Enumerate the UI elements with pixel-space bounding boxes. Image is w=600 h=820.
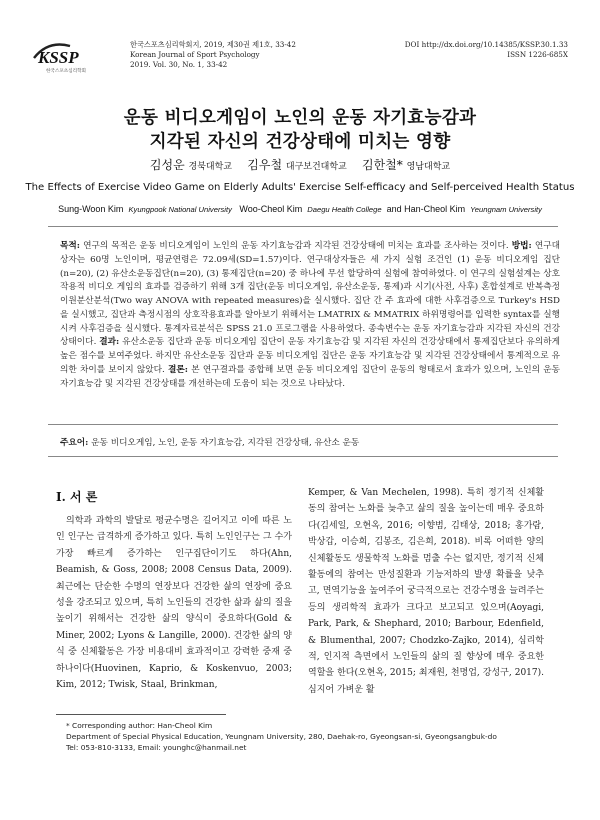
logo-text: KSSP [38, 48, 79, 67]
english-authors [0, 204, 600, 214]
author-en-name: Woo-Cheol Kim [239, 204, 303, 214]
abstract [60, 240, 560, 391]
journal-info [130, 40, 296, 70]
korean-title-line-2: 지각된 자신의 건강상태에 미치는 영향 [149, 132, 451, 152]
english-title: The Effects of Exercise Video Game on Elderly Adults' Exercise Self-efficacy and Self-perceived Health Status [25, 182, 575, 193]
corresponding-author-footnote [66, 720, 497, 753]
doi-text: DOI http://dx.doi.org/10.14385/KSSP.30.1.33 [404, 40, 568, 49]
abstract-result-label: 결과: [99, 337, 120, 348]
author-en-affiliation: Daegu Health College [307, 205, 382, 214]
journal-line-1: 한국스포츠심리학회지, 2019, 제30권 제1호, 33-42 [130, 40, 296, 49]
keywords-top-rule [48, 424, 558, 425]
author-ko-name: 김한철* [362, 158, 403, 172]
journal-line-2: Korean Journal of Sport Psychology [130, 50, 260, 59]
author-en-name: and Han-Cheol Kim [386, 204, 466, 214]
kssp-logo [30, 36, 104, 76]
author-en-affiliation: Kyungpook National University [128, 205, 232, 214]
author-ko-affiliation: 대구보건대학교 [285, 162, 347, 172]
author-en-affiliation: Yeungnam University [470, 205, 542, 214]
abstract-method: 연구대상자는 60명 노인이며, 평균연령은 72.09세(SD=1.57)이다. 연구대상자들은 세 가지 실험 조건인 (1) 운동 비디오게임 집단(n=20), (2) 유산소운동집단(n=20), (3) 통제집단(n=20) 중 하나에 무선 할당하여 실험에 참여하였다. 이 연구의 실험설계는 상호작용적 비디오 게임의 효과를 검증하기 위해 3개 집단(운동 비디오게임, 유산소운동, 통제)과 시기(사전, 사후) 혼합설계로 반복측정 이원분산분석(Two way ANOVA with repeated measures)을 실시했다. 집단 간 주 효과에 대한 사후검증으로 Turkey's HSD을 실시했고, 집단과 측정시점의 상호작용효과를 알아보기 위해서는 LMATRIX & MMATRIX 하위명령어를 입력한 syntax를 실행시켜 사후검증을 실시했다. 통계자료분석은 SPSS 21.0 프로그램을 사용하였다. 종속변수는 운동 자기효능감과 지각된 자신의 건강상태이다. [60, 241, 560, 348]
author-ko-affiliation: 영남대학교 [406, 162, 451, 172]
abstract-result: 유산소운동 집단과 운동 비디오게임 집단이 운동 자기효능감 및 지각된 자신의 건강상태에서 통제집단보다 유의하게 높은 점수를 보여주었다. 하지만 유산소운동 집단과 운동 비디오게임 집단은 운동 자기효능감 및 지각된 건강상태에서 통계적으로 유의한 차이를 보이지 않았다. [60, 337, 560, 375]
abstract-top-rule [48, 226, 558, 227]
korean-title-line-1: 운동 비디오게임이 노인의 운동 자기효능감과 [123, 108, 477, 128]
doi-block [405, 40, 568, 60]
author-ko-name: 김성운 [149, 158, 185, 172]
author-ko-affiliation: 경북대학교 [188, 162, 232, 172]
journal-line-3: 2019. Vol. 30, No. 1, 33-42 [130, 60, 228, 69]
keywords [60, 436, 560, 448]
abstract-conclusion: 본 연구결과를 종합해 보면 운동 비디오게임 집단이 운동의 형태로서 효과가 있으며, 노인의 운동 자기효능감 및 지각된 건강상태를 개선하는데 도움이 되는 것으로 나타났다. [60, 364, 560, 389]
abstract-purpose: 연구의 목적은 운동 비디오게임이 노인의 운동 자기효능감과 지각된 건강상태에 미치는 효과를 조사하는 것이다. [80, 241, 509, 251]
abstract-conclusion-label: 결론: [168, 364, 188, 375]
logo-subtext: 한국스포츠심리학회 [46, 69, 86, 74]
footnote-line-1: * Corresponding author: Han-Cheol Kim [66, 721, 213, 730]
korean-authors [0, 156, 600, 173]
footnote-line-3: Tel: 053-810-3133, Email: younghc@hanmail.net [66, 743, 247, 752]
body-column-right: Kemper, & Van Mechelen, 1998). 특히 정기적 신체활동의 참여는 노화를 늦추고 삶의 질을 높이는데 매우 중요하다(김세일, 오현옥, 2016; 이향범, 김태상, 2018; 홍가람, 박상갑, 이승희, 김봉조, 김은희, 2018). 비록 어떠한 양의 신체활동도 생물학적 노화를 멈출 수는 없지만, 정기적 신체활동에의 참여는 만성질환과 기능저하의 발생 확률을 낮추고, 면역기능을 높여주어 궁극적으로는 건강수명을 늘려주는 등의 생리학적 효과가 크다고 보고되고 있으며(Aoyagi, Park, Park, & Shephard, 2010; Barbour, Edenfield, & Blumenthal, 2007; Chodzko-Zajko, 2014), 심리학적, 인지적 측면에서 노인들의 삶의 질 향상에 매우 중요한 역할을 한다(오현옥, 2015; 최재원, 천명업, 강성구, 2017). 심지어 가벼운 활 [308, 488, 544, 695]
journal-header [30, 36, 570, 80]
section-title-introduction: I. 서 론 [56, 490, 98, 504]
author-ko-name: 김우철 [247, 158, 283, 172]
issn-text: ISSN 1226-685X [507, 50, 568, 59]
keywords-label: 주요어: [60, 438, 89, 448]
abstract-purpose-label: 목적: [60, 241, 80, 251]
keywords-bottom-rule [48, 456, 558, 457]
abstract-method-label: 방법: [511, 241, 532, 251]
keywords-text: 운동 비디오게임, 노인, 운동 자기효능감, 지각된 건강상태, 유산소 운동 [88, 438, 360, 448]
body-column-left: 의학과 과학의 발달로 평균수명은 길어지고 이에 따른 노인 인구는 급격하게 증가하고 있다. 특히 노인인구는 그 수가 가장 빠르게 증가하는 인구집단이기도 하다(Ahn, Beamish, & Goss, 2008; 2008 Census Data, 2009). 최근에는 단순한 수명의 연장보다 건강한 삶의 연장에 중요성을 강조되고 있으며, 특히 노인들의 건강한 삶과 삶의 질을 높이기 위해서는 건강한 삶의 양식이 중요하다(Gold & Miner, 2002; Lyons & Langille, 2000). 건강한 삶의 양식 중 신체활동은 가장 비용대비 효과적이고 강력한 중재 중 하나이다(Huovinen, Kaprio, & Koskenvuo, 2003; Kim, 2012; Twisk, Staal, Brinkman, [56, 516, 292, 691]
footnote-line-2: Department of Special Physical Education, Yeungnam University, 280, Daehak-ro, Gyeongsan-si, Gyeongsangbuk-do [66, 732, 497, 741]
footnote-rule [56, 714, 226, 715]
author-en-name: Sung-Woon Kim [58, 204, 124, 214]
